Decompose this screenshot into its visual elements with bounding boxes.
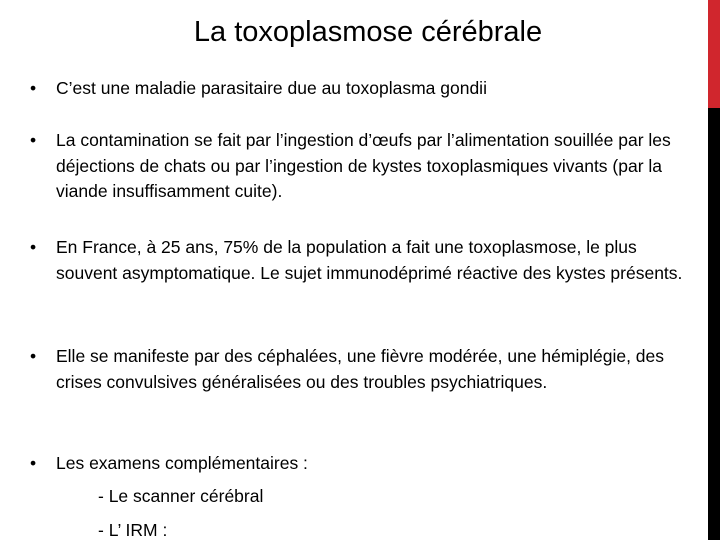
bullet-icon: • (30, 130, 37, 150)
bullet-icon: • (30, 78, 37, 98)
accent-bar-black (708, 108, 720, 540)
bullet-item: • La contamination se fait par l’ingestion d’œufs par l’alimentation souillée par les déjections de chats ou par l’ingestion de kystes toxoplasmiques vivants (par la viande insuffisamment cuite). (30, 130, 671, 201)
bullet-item: • En France, à 25 ans, 75% de la population a fait une toxoplasmose, le plus souvent asymptomatique. Le sujet immunodéprimé réactive des kystes présents. (30, 237, 683, 283)
bullet-icon: • (30, 237, 37, 257)
bullet-icon: • (30, 346, 37, 366)
sub-item: - Le scanner cérébral (98, 486, 264, 506)
bullet-item: • Elle se manifeste par des céphalées, une fièvre modérée, une hémiplégie, des crises convulsives généralisées ou des troubles psychiatriques. (30, 346, 665, 392)
sub-item: - L’ IRM : (98, 520, 168, 540)
bullet-icon: • (30, 453, 37, 473)
slide-title: La toxoplasmose cérébrale (193, 16, 543, 48)
bullet-item: • C’est une maladie parasitaire due au toxoplasma gondii (30, 76, 700, 102)
bullet-item: • Les examens complémentaires : (30, 451, 700, 477)
